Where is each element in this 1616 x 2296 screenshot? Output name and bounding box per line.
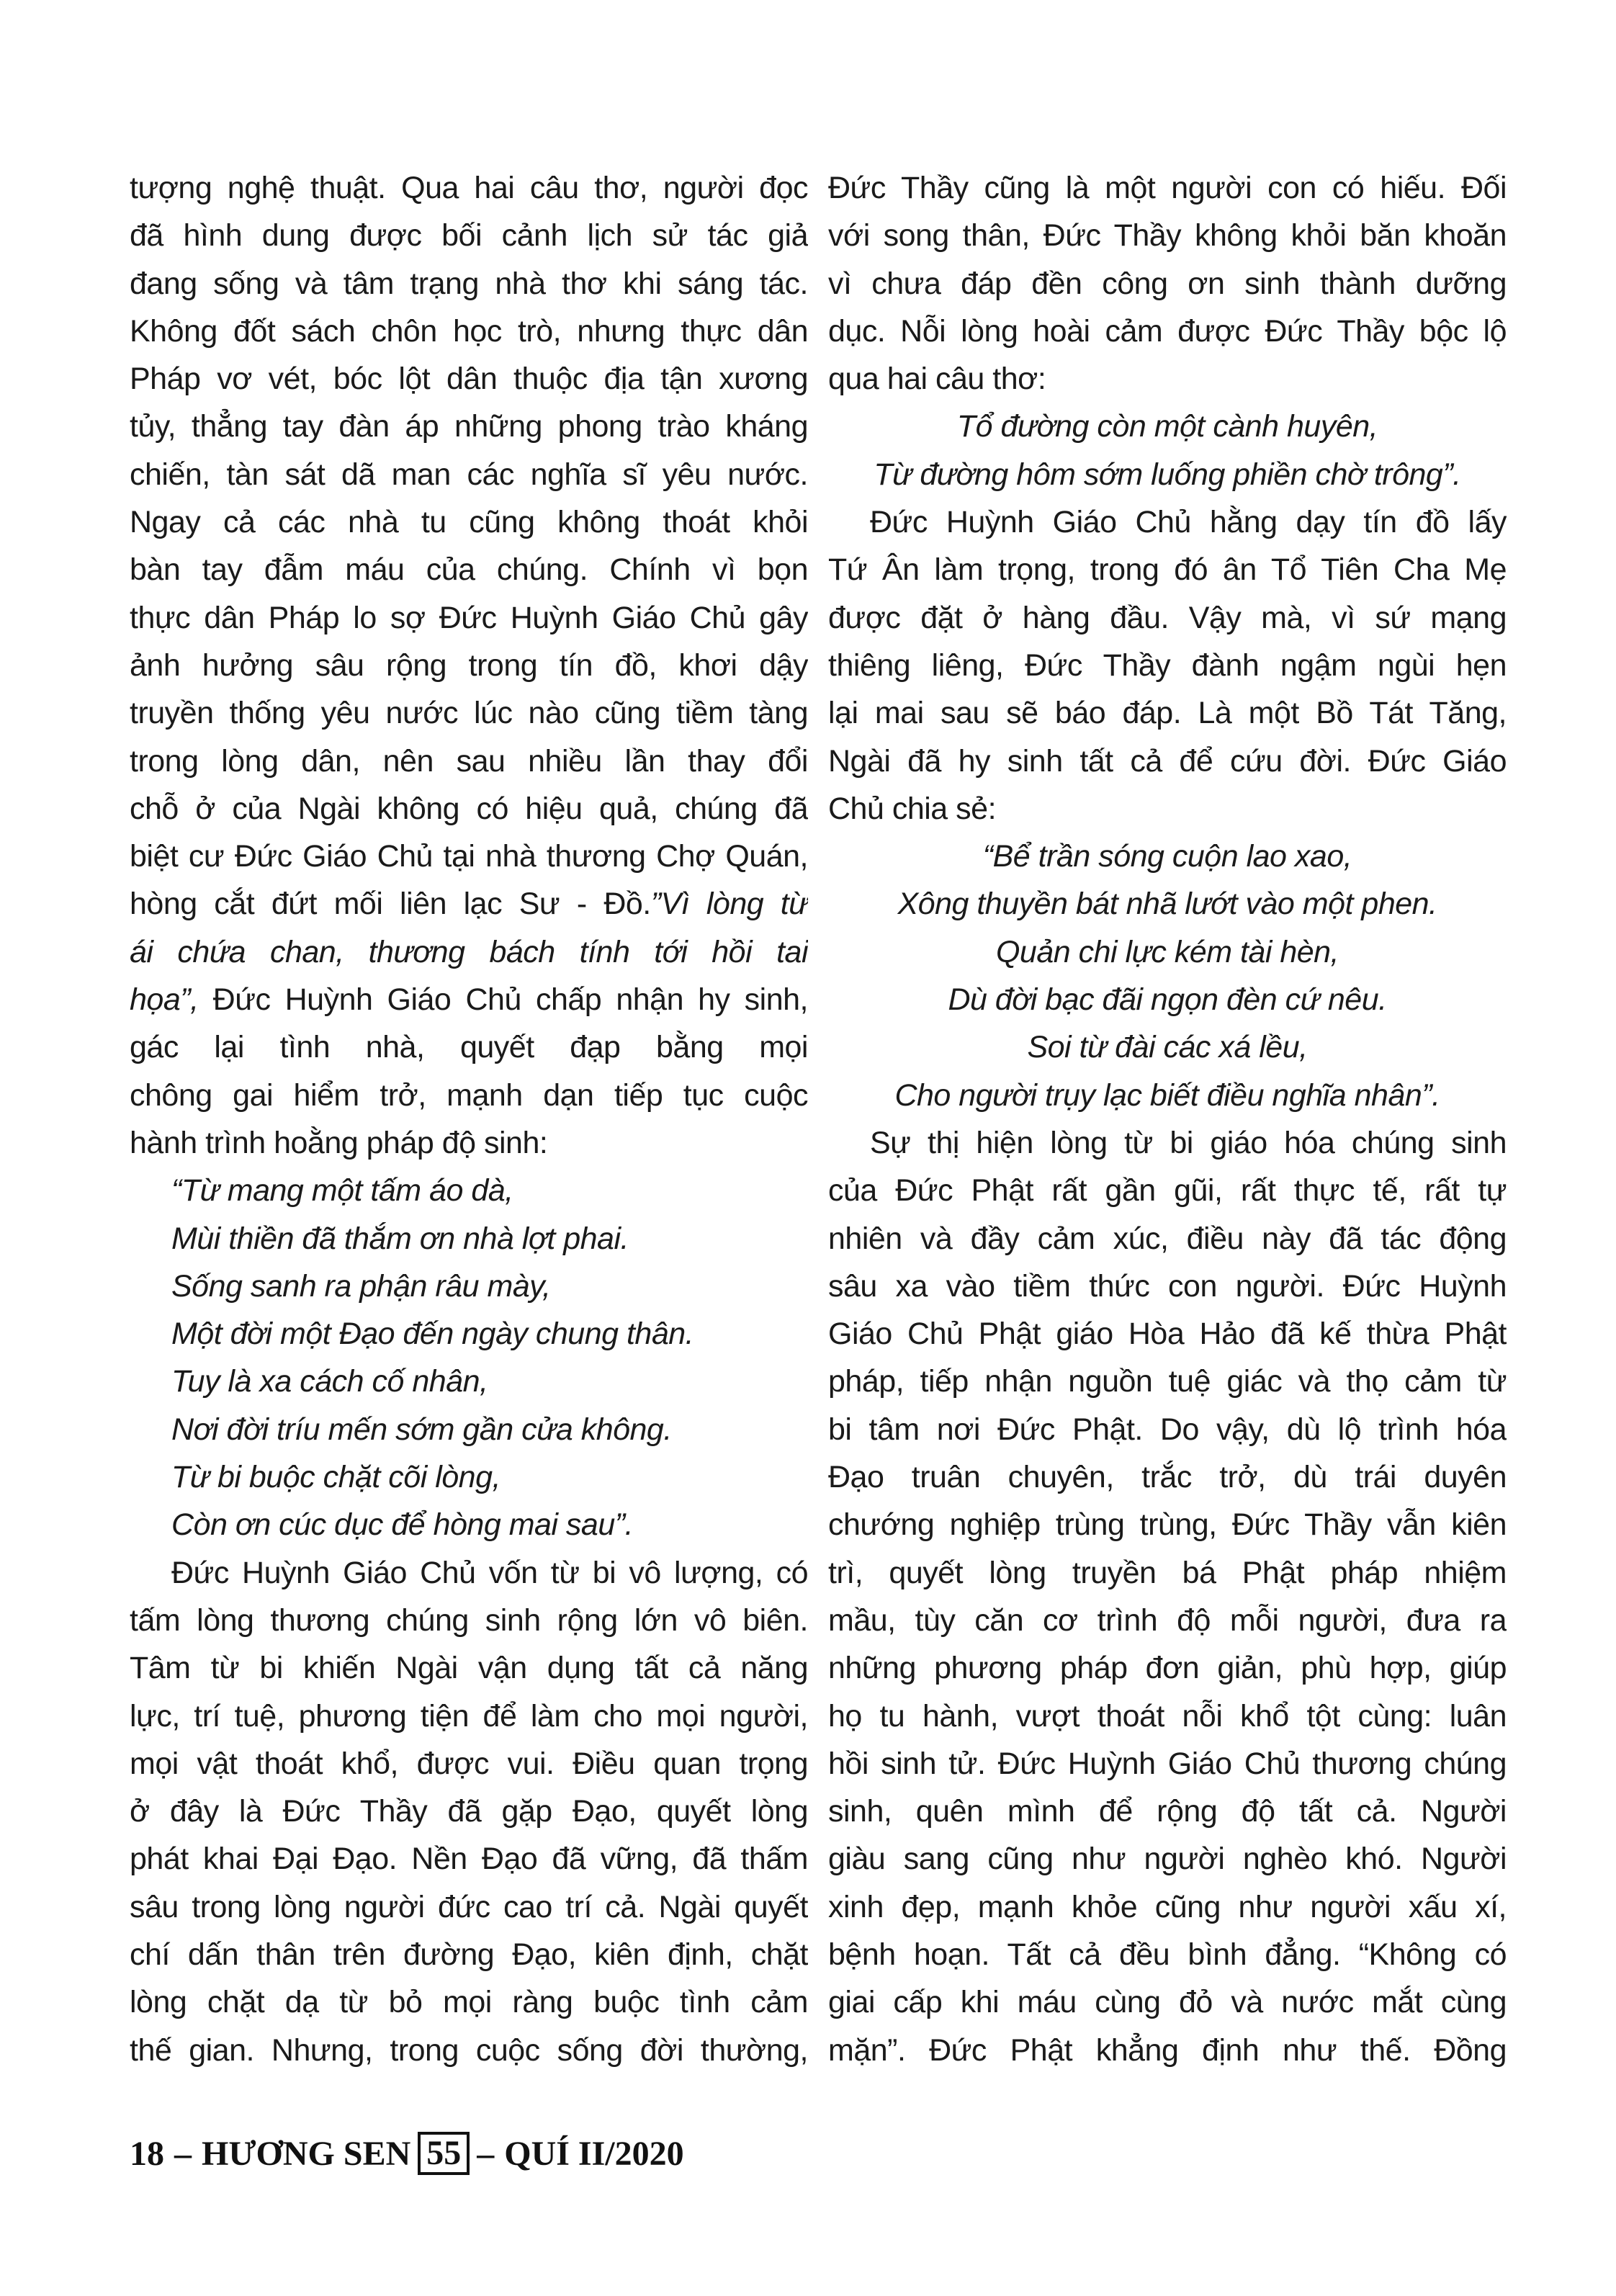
body-text-line: hành trình hoằng pháp độ sinh: (130, 1125, 548, 1160)
body-text-line: đã hình dung được bối cảnh lịch sử tác giả (130, 218, 808, 254)
body-text-line: Ngay cả các nhà tu cũng không thoát khỏi (130, 505, 808, 540)
body-text-line: trì, quyết lòng truyền bá Phật pháp nhiệm (828, 1555, 1507, 1590)
body-text-line (130, 880, 808, 928)
body-text-line: ảnh hưởng sâu rộng trong tín đồ, khơi dậy (130, 647, 808, 683)
body-text-line: dục. Nỗi lòng hoài cảm được Đức Thầy bộc lộ (828, 313, 1507, 349)
quoted-verse-segment: họa”, (130, 982, 199, 1018)
left-text-column (130, 164, 808, 2074)
body-text-line: sâu xa vào tiềm thức con người. Đức Huỳnh (828, 1268, 1507, 1304)
body-text-line: chỗ ở của Ngài không có hiệu quả, chúng đã (130, 791, 808, 826)
body-text-line: lực, trí tuệ, phương tiện để làm cho mọi người, (130, 1698, 808, 1734)
body-text-segment: hòng cắt đứt mối liên lạc Sư - Đồ. (130, 887, 651, 922)
poem-verse-line: “Bể trần sóng cuộn lao xao, (982, 839, 1352, 874)
body-text-line: nhiên và đầy cảm xúc, điều này đã tác động (828, 1221, 1507, 1256)
body-text-line: biệt cư Đức Giáo Chủ tại nhà thương Chợ Quán, (130, 839, 808, 874)
body-text-line: vì chưa đáp đền công ơn sinh thành dưỡng (828, 266, 1507, 301)
body-text-line: thiêng liêng, Đức Thầy đành ngậm ngùi hẹn (828, 647, 1507, 683)
body-text-line: được đặt ở hàng đầu. Vậy mà, vì sứ mạng (828, 600, 1507, 635)
body-text-line: tủy, thẳng tay đàn áp những phong trào kháng (130, 409, 808, 444)
poem-verse-line: Một đời một Đạo đến ngày chung thân. (171, 1317, 694, 1352)
body-text-line: mầu, tùy căn cơ trình độ mỗi người, đưa ra (828, 1602, 1507, 1638)
poem-verse-line: Sống sanh ra phận râu mày, (171, 1268, 551, 1304)
body-text-line: đang sống và tâm trạng nhà thơ khi sáng tác. (130, 266, 808, 301)
body-text-line: sinh, quên mình để rộng độ tất cả. Người (828, 1794, 1507, 1829)
body-text-line: Tâm từ bi khiến Ngài vận dụng tất cả năng (130, 1651, 808, 1686)
body-text-line: lại mai sau sẽ báo đáp. Là một Bồ Tát Tăng, (828, 696, 1507, 731)
body-text-line: Đức Huỳnh Giáo Chủ vốn từ bi vô lượng, có (171, 1555, 808, 1590)
poem-verse-line: Còn ơn cúc dục để hòng mai sau”. (171, 1507, 634, 1543)
body-text-line: bi tâm nơi Đức Phật. Do vậy, dù lộ trình hóa (828, 1412, 1507, 1447)
body-text-line: tượng nghệ thuật. Qua hai câu thơ, người đọc (130, 171, 808, 205)
quoted-verse-segment: ”Vì lòng từ (650, 887, 808, 922)
body-text-line: mọi vật thoát khổ, được vui. Điều quan trọng (130, 1746, 808, 1781)
body-text-segment: Đức Huỳnh Giáo Chủ chấp nhận hy sinh, (198, 982, 808, 1018)
issue-period: QUÍ II/2020 (504, 2134, 684, 2173)
body-text-line: Ngài đã hy sinh tất cả để cứu đời. Đức Giáo (828, 743, 1507, 779)
body-text-line: Giáo Chủ Phật giáo Hòa Hảo đã kế thừa Phật (828, 1317, 1507, 1352)
poem-verse-line: Xông thuyền bát nhã lướt vào một phen. (897, 887, 1437, 922)
magazine-title: HƯƠNG SEN (202, 2134, 411, 2173)
body-text-line: ở đây là Đức Thầy đã gặp Đạo, quyết lòng (130, 1794, 808, 1829)
footer-dash: – (477, 2134, 495, 2173)
issue-number: 55 (418, 2132, 470, 2175)
body-text-line: giai cấp khi máu cùng đỏ và nước mắt cùng (828, 1985, 1507, 2020)
body-text-line: lòng chặt dạ từ bỏ mọi ràng buộc tình cảm (130, 1985, 808, 2020)
body-text-line: Đức Huỳnh Giáo Chủ hằng dạy tín đồ lấy (870, 505, 1507, 540)
body-text-line: thế gian. Nhưng, trong cuộc sống đời thường, (130, 2032, 808, 2068)
poem-verse-line: Tuy là xa cách cố nhân, (171, 1364, 488, 1399)
poem-verse-line: Cho người trụy lạc biết điều nghĩa nhân”. (894, 1077, 1440, 1113)
body-text-line: những phương pháp đơn giản, phù hợp, giúp (828, 1651, 1507, 1686)
body-text-line: Đức Thầy cũng là một người con có hiếu. Đối (828, 171, 1507, 205)
body-text-line: hồi sinh tử. Đức Huỳnh Giáo Chủ thương chúng (828, 1746, 1507, 1781)
body-text-line: thực dân Pháp lo sợ Đức Huỳnh Giáo Chủ gây (130, 600, 808, 635)
body-text-line (130, 976, 808, 1023)
body-text-line: bàn tay đẫm máu của chúng. Chính vì bọn (130, 552, 808, 588)
poem-verse-line: Từ đường hôm sớm luống phiền chờ trông”. (874, 457, 1461, 492)
body-text-line: ái chứa chan, thương bách tính tới hồi tai (130, 934, 808, 969)
body-text-line: Sự thị hiện lòng từ bi giáo hóa chúng sinh (870, 1125, 1507, 1160)
body-text-line: pháp, tiếp nhận nguồn tuệ giác và thọ cảm từ (828, 1364, 1507, 1399)
poem-verse-line: Mùi thiền đã thắm ơn nhà lợt phai. (171, 1221, 629, 1256)
body-text-line: giàu sang cũng như người nghèo khó. Người (828, 1842, 1507, 1877)
body-text-line: Tứ Ân làm trọng, trong đó ân Tổ Tiên Cha Mẹ (828, 552, 1507, 588)
poem-verse-line: Nơi đời tríu mến sớm gần cửa không. (171, 1412, 672, 1447)
body-text-line: của Đức Phật rất gần gũi, rất thực tế, rất tự (828, 1173, 1507, 1208)
footer-dash: – (174, 2134, 192, 2173)
poem-verse-line: Quản chi lực kém tài hèn, (995, 934, 1339, 969)
body-text-line: phát khai Đại Đạo. Nền Đạo đã vững, đã thấm (130, 1842, 808, 1877)
body-text-line: truyền thống yêu nước lúc nào cũng tiềm tàng (130, 696, 808, 731)
poem-verse-line: “Từ mang một tấm áo dà, (171, 1173, 513, 1208)
body-text-line: bệnh hoạn. Tất cả đều bình đẳng. “Không có (828, 1937, 1507, 1972)
poem-verse-line: Dù đời bạc đãi ngọn đèn cứ nêu. (948, 982, 1387, 1018)
body-text-line: tấm lòng thương chúng sinh rộng lớn vô biên. (130, 1602, 808, 1638)
body-text-line: xinh đẹp, mạnh khỏe cũng như người xấu xí, (828, 1889, 1507, 1924)
page-number: 18 (130, 2134, 164, 2173)
body-text-line: chiến, tàn sát dã man các nghĩa sĩ yêu nước. (130, 457, 808, 492)
body-text-line: chướng nghiệp trùng trùng, Đức Thầy vẫn kiên (828, 1507, 1507, 1543)
body-text-line: qua hai câu thơ: (828, 362, 1046, 397)
poem-verse-line: Soi từ đài các xá lều, (1027, 1030, 1308, 1065)
body-text-line: gác lại tình nhà, quyết đạp bằng mọi (130, 1030, 808, 1065)
body-text-line: với song thân, Đức Thầy không khỏi băn khoăn (828, 218, 1507, 254)
body-text-line: họ tu hành, vượt thoát nỗi khổ tột cùng: luân (828, 1698, 1507, 1734)
body-text-line: mặn”. Đức Phật khẳng định như thế. Đồng (828, 2032, 1507, 2068)
body-text-line: sâu trong lòng người đức cao trí cả. Ngài quyết (130, 1889, 808, 1924)
body-text-line: trong lòng dân, nên sau nhiều lần thay đổi (130, 743, 808, 779)
poem-verse-line: Từ bi buộc chặt cõi lòng, (171, 1460, 500, 1495)
body-text-line: Pháp vơ vét, bóc lột dân thuộc địa tận xương (130, 362, 808, 397)
body-text-line: Không đốt sách chôn học trò, nhưng thực dân (130, 313, 808, 349)
body-text-line: Đạo truân chuyên, trắc trở, dù trái duyên (828, 1460, 1507, 1495)
right-text-column (828, 164, 1507, 2074)
body-text-line: chí dấn thân trên đường Đạo, kiên định, chặt (130, 1937, 808, 1972)
body-text-line: chông gai hiểm trở, mạnh dạn tiếp tục cuộc (130, 1077, 808, 1113)
page-footer (130, 2128, 684, 2179)
poem-verse-line: Tổ đường còn một cành huyên, (956, 409, 1378, 444)
body-text-line: Chủ chia sẻ: (828, 791, 997, 826)
